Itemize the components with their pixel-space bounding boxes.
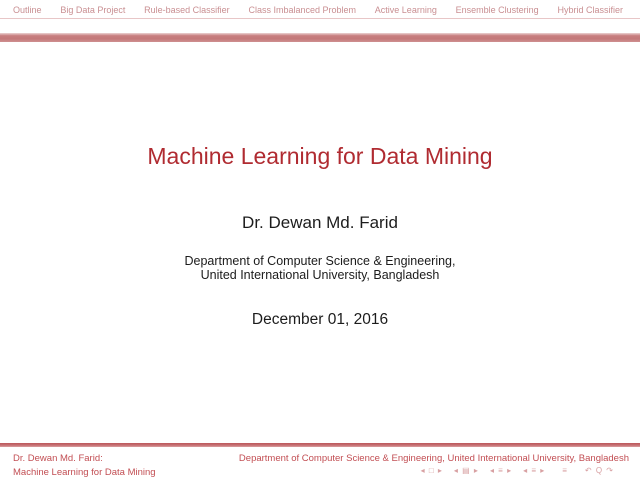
nav-section-hybrid-classifier[interactable]: Hybrid Classifier — [557, 5, 623, 15]
institute — [0, 254, 640, 282]
nav-symbol-section-icon[interactable]: ◂ ≡ ▸ — [523, 465, 546, 475]
footer-author-line: Dr. Dewan Md. Farid: — [13, 453, 103, 464]
nav-section-rule-based-classifier[interactable]: Rule-based Classifier — [144, 5, 230, 15]
footer-author-title — [13, 452, 156, 480]
nav-section-class-imbalanced-problem[interactable]: Class Imbalanced Problem — [248, 5, 357, 15]
nav-section-ensemble-clustering[interactable]: Ensemble Clustering — [455, 5, 539, 15]
header-thin-rule — [0, 18, 640, 19]
nav-symbol-presentation-icon[interactable]: ≡ — [562, 465, 568, 475]
author-name: Dr. Dewan Md. Farid — [242, 213, 398, 232]
nav-symbol-frame-icon[interactable]: ◂ ▤ ▸ — [453, 465, 479, 475]
slide-title: Machine Learning for Data Mining — [147, 143, 493, 169]
nav-symbol-search-icon[interactable]: ↶ Q ↷ — [584, 465, 614, 475]
institute-line-1: Department of Computer Science & Engineering, — [184, 254, 456, 268]
nav-section-active-learning[interactable]: Active Learning — [374, 5, 437, 15]
pdf-navigation-symbols — [421, 464, 614, 476]
footer-shorttitle-line: Machine Learning for Data Mining — [13, 467, 156, 478]
header-accent-bar — [0, 33, 640, 42]
institute-line-2: United International University, Bangladesh — [200, 268, 440, 282]
presentation-date: December 01, 2016 — [251, 311, 389, 328]
nav-section-outline[interactable]: Outline — [13, 5, 42, 15]
footer-accent-bar — [0, 443, 640, 447]
nav-section-big-data-project[interactable]: Big Data Project — [60, 5, 126, 15]
nav-symbol-slide-icon[interactable]: ◂ □ ▸ — [420, 465, 443, 475]
footer-institute: Department of Computer Science & Engineering, United International University, Bangladesh — [238, 453, 629, 464]
nav-symbol-subsection-icon[interactable]: ◂ ≡ ▸ — [489, 465, 513, 475]
section-navigation-bar — [0, 0, 640, 17]
